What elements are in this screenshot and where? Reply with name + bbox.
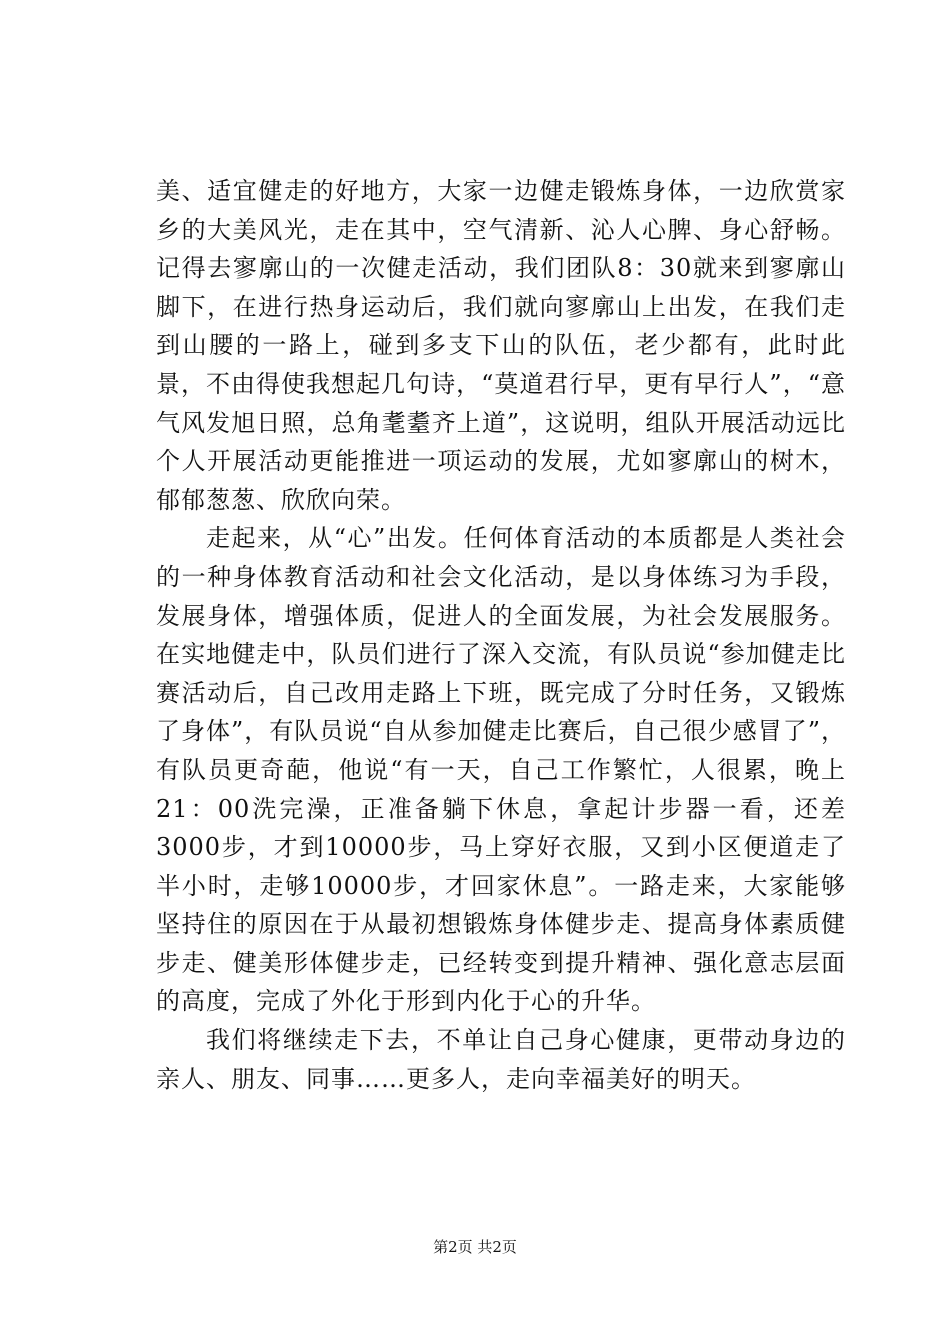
page-footer: 第2页 共2页 [433,1238,517,1256]
paragraph-walk-from-heart: 走起来，从“心”出发。任何体育活动的本质都是人类社会的一种身体教育活动和社会文化活动，是以身体练习为手段，发展身体，增强体质，促进人的全面发展，为社会发展服务。在实地健走中，队员们进行了深入交流，有队员说“参加健走比赛活动后，自己改用走路上下班，既完成了分时任务，又锻炼了身体”，有队员说“自从参加健走比赛后，自己很少感冒了”，有队员更奇葩，他说“有一天，自己工作繁忙，人很累，晚上21：00洗完澡，正准备躺下休息，拿起计步器一看，还差3000步，才到10000步，马上穿好衣服，又到小区便道走了半小时，走够10000步，才回家休息”。一路走来，大家能够坚持住的原因在于从最初想锻炼身体健步走、提高身体素质健步走、健美形体健步走，已经转变到提升精神、强化意志层面的高度，完成了外化于形到内化于心的升华。 [156,524,846,1016]
paragraph-conclusion: 我们将继续走下去，不单让自己身心健康，更带动身边的亲人、朋友、同事……更多人，走向幸福美好的明天。 [156,1026,846,1093]
paragraph-continuation: 美、适宜健走的好地方，大家一边健走锻炼身体，一边欣赏家乡的大美风光，走在其中，空气清新、沁人心脾、身心舒畅。记得去寥廓山的一次健走活动，我们团队8：30就来到寥廓山脚下，在进行热身运动后，我们就向寥廓山上出发，在我们走到山腰的一路上，碰到多支下山的队伍，老少都有，此时此景，不由得使我想起几句诗，“莫道君行早，更有早行人”，“意气风发旭日照，总角耄耋齐上道”，这说明，组队开展活动远比个人开展活动更能推进一项运动的发展，尤如寥廓山的树木，郁郁葱葱、欣欣向荣。 [156,177,846,514]
body-text [156,172,846,1098]
